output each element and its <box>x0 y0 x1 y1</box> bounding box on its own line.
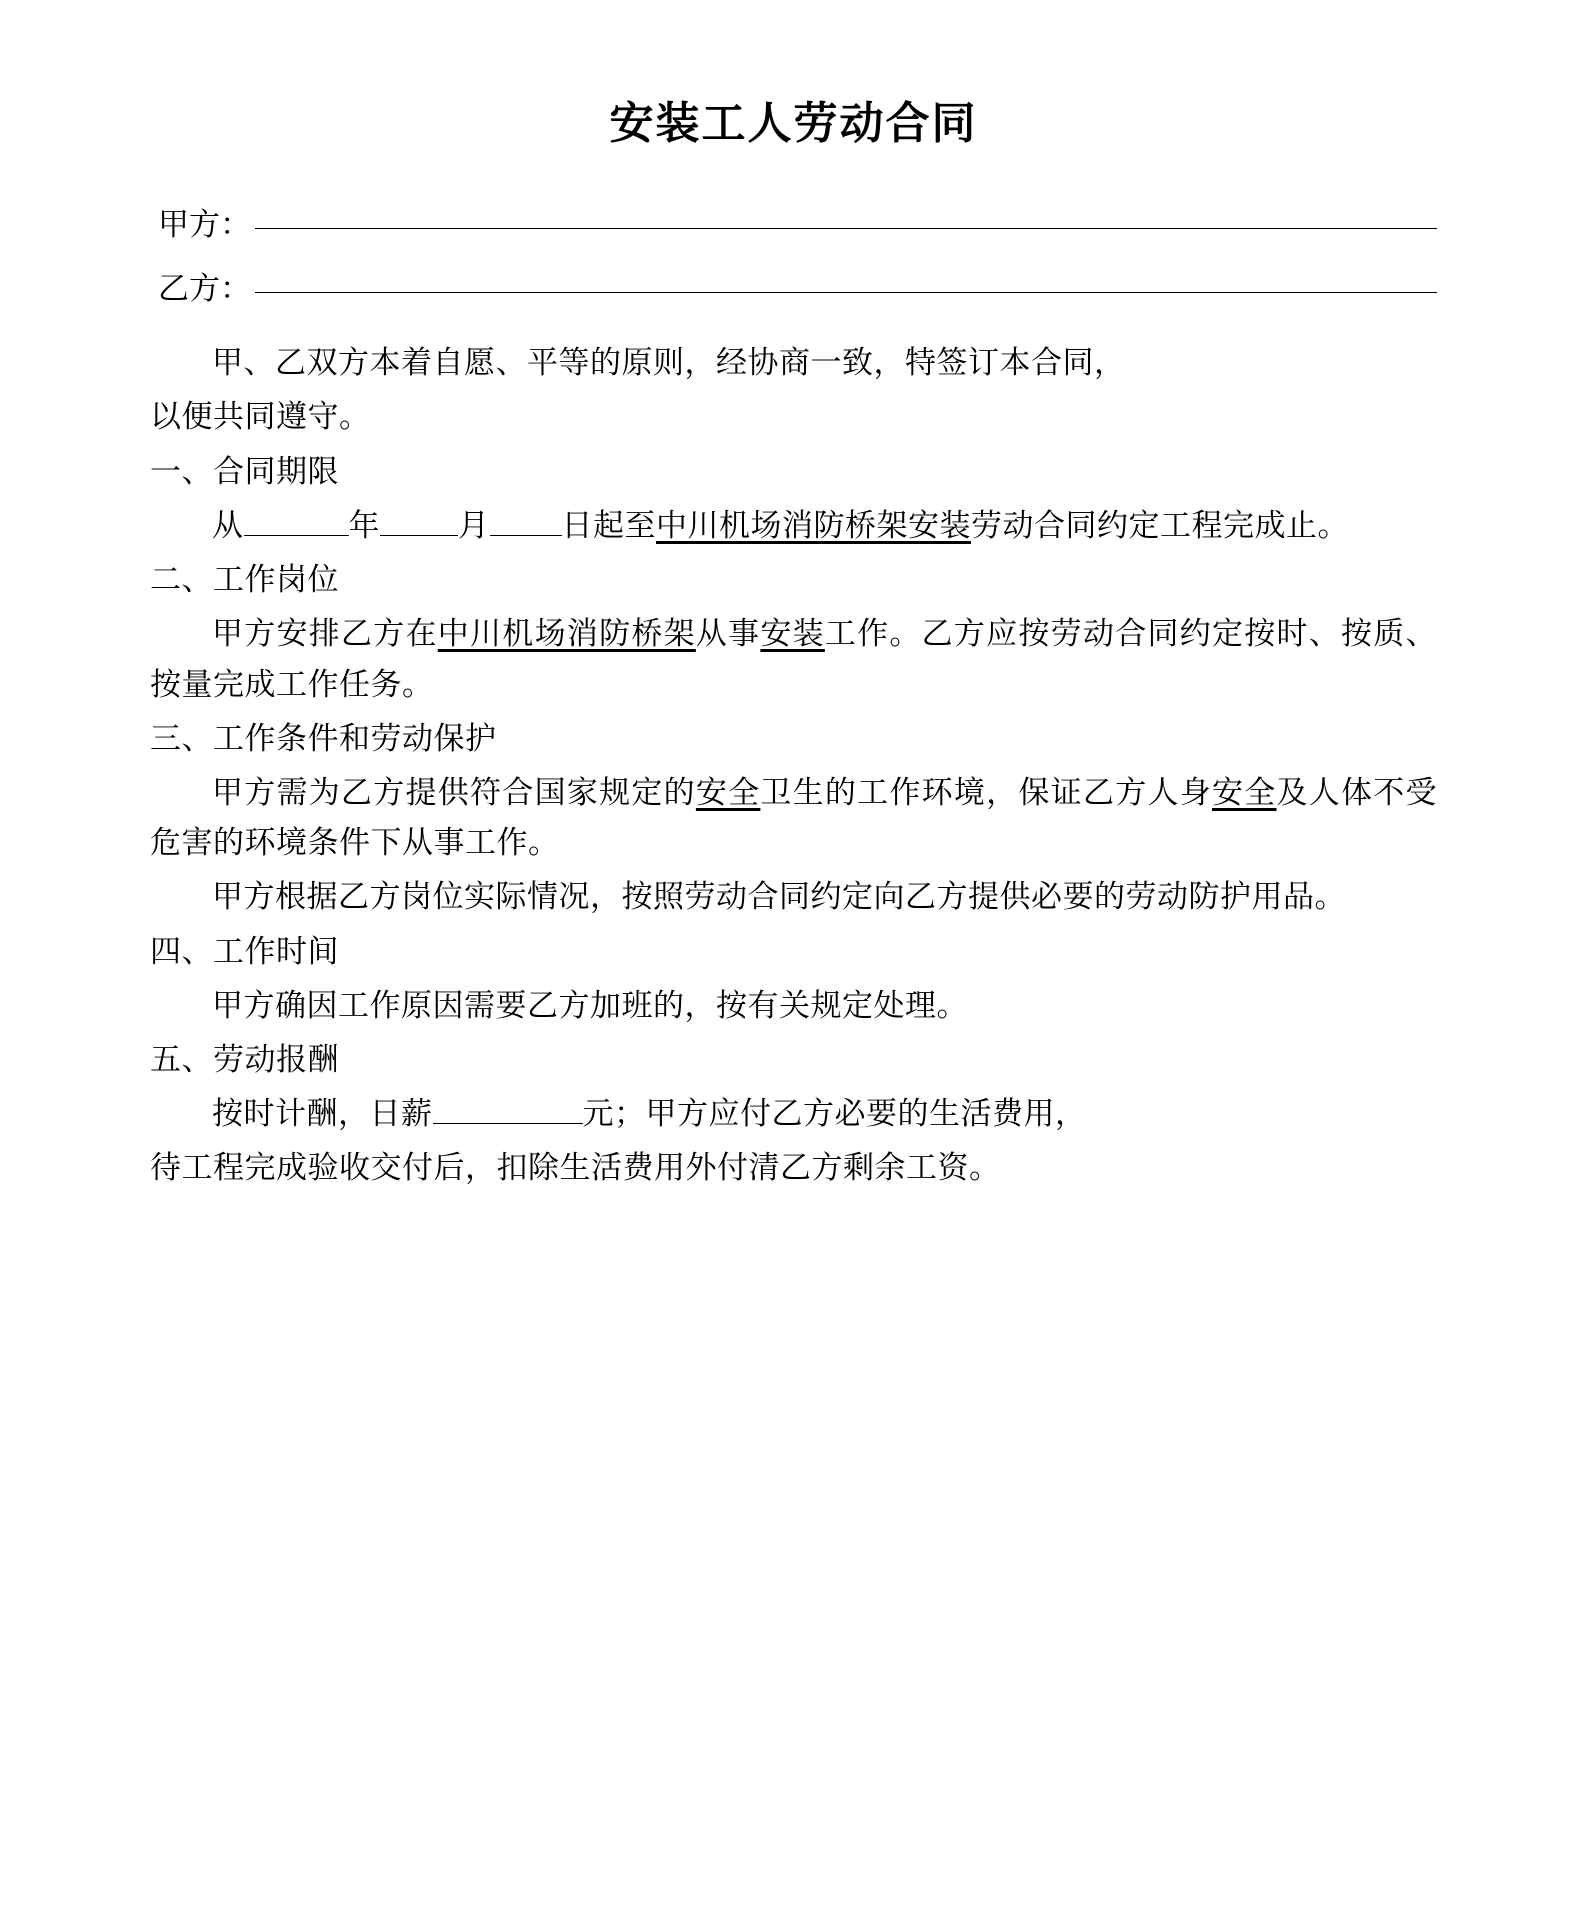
year-blank[interactable] <box>244 535 349 536</box>
day-blank[interactable] <box>490 535 562 536</box>
section-2-text-c: 工作。乙方应按劳动合同约定按时、按质、按量完成工作任务。 <box>150 616 1438 703</box>
section-3-underline-2: 安全 <box>1211 774 1277 811</box>
section-1-prefix: 从 <box>212 507 244 544</box>
party-b-line <box>150 271 1437 308</box>
section-3-body-1 <box>150 768 1437 868</box>
section-1-heading: 一、合同期限 <box>150 453 339 490</box>
section-5-unit: 元； <box>582 1096 646 1133</box>
section-3-heading: 三、工作条件和劳动保护 <box>150 720 497 757</box>
section-2-text-a: 甲方安排乙方在 <box>212 616 438 653</box>
daily-wage-blank[interactable] <box>433 1123 583 1124</box>
month-blank[interactable] <box>380 535 458 536</box>
party-a-label: 甲方： <box>158 207 251 244</box>
section-3-underline-1: 安全 <box>695 774 761 811</box>
party-b-blank[interactable] <box>255 291 1437 293</box>
section-5-heading: 五、劳动报酬 <box>150 1042 339 1079</box>
section-1-body <box>150 501 1437 551</box>
section-3-text-c: 及人体不受危害的环境条件下从事工作。 <box>150 774 1438 862</box>
unit-day: 日起至 <box>561 507 656 544</box>
section-1-suffix: 劳动合同约定工程完成止。 <box>971 507 1349 544</box>
unit-month: 月 <box>458 507 490 544</box>
party-b-label: 乙方： <box>158 271 251 308</box>
party-a-blank[interactable] <box>255 227 1437 229</box>
section-2-heading: 二、工作岗位 <box>150 562 339 599</box>
section-5-text-b: 甲方应付乙方必要的生活费用， <box>645 1096 1087 1133</box>
unit-year: 年 <box>348 507 380 544</box>
section-2-place: 中川机场消防桥架 <box>437 616 696 653</box>
section-2-job: 安装 <box>760 616 825 653</box>
section-3-text-a: 甲方需为乙方提供符合国家规定的 <box>212 774 696 811</box>
party-a-line <box>150 207 1437 244</box>
preamble-line-1: 甲、乙双方本着自愿、平等的原则，经协商一致，特签订本合同， <box>212 345 1126 382</box>
section-4-body: 甲方确因工作原因需要乙方加班的，按有关规定处理。 <box>212 987 968 1024</box>
section-2-text-b: 从事 <box>695 616 761 653</box>
section-3-body-2: 甲方根据乙方岗位实际情况，按照劳动合同约定向乙方提供必要的劳动防护用品。 <box>212 879 1346 916</box>
preamble-line-2: 以便共同遵守。 <box>150 399 371 436</box>
section-3-text-b: 卫生的工作环境，保证乙方人身 <box>760 774 1212 811</box>
section-5-text-a: 按时计酬，日薪 <box>212 1096 433 1133</box>
page-title: 安装工人劳动合同 <box>609 98 978 149</box>
section-5-body-1 <box>150 1089 1437 1139</box>
section-5-body-2: 待工程完成验收交付后，扣除生活费用外付清乙方剩余工资。 <box>150 1150 1001 1187</box>
section-1-project-name: 中川机场消防桥架安装 <box>656 507 971 544</box>
section-4-heading: 四、工作时间 <box>150 933 339 970</box>
section-2-body <box>150 609 1437 709</box>
